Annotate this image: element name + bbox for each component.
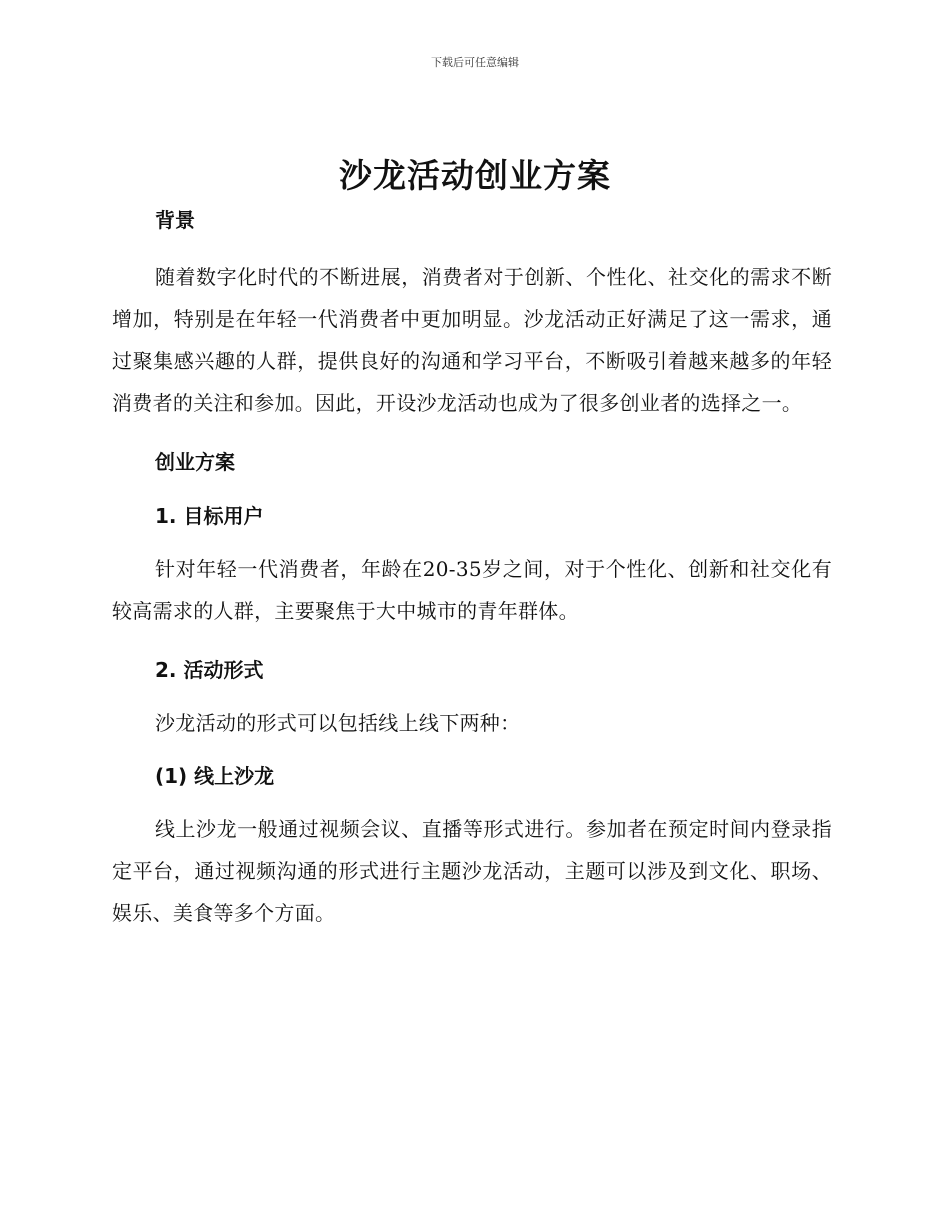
spacer xyxy=(112,744,832,760)
background-paragraph: 随着数字化时代的不断进展，消费者对于创新、个性化、社交化的需求不断增加，特别是在年轻一代消费者中更加明显。沙龙活动正好满足了这一需求，通过聚集感兴趣的人群，提供良好的沟通和学习平台，不断吸引着越来越多的年轻消费者的关注和参加。因此，开设沙龙活动也成为了很多创业者的选择之一。 xyxy=(112,265,832,415)
online-salon-paragraph: 线上沙龙一般通过视频会议、直播等形式进行。参加者在预定时间内登录指定平台，通过视频沟通的形式进行主题沙龙活动，主题可以涉及到文化、职场、娱乐、美食等多个方面。 xyxy=(112,817,832,925)
page-title: 沙龙活动创业方案 xyxy=(339,156,611,195)
section-heading-target-users: 1. 目标用户 xyxy=(155,504,264,528)
spacer xyxy=(112,478,832,500)
spacer xyxy=(112,632,832,654)
document-body xyxy=(112,204,832,934)
spacer xyxy=(112,792,832,808)
header-note: 下载后可任意编辑 xyxy=(431,56,519,69)
section-heading-background: 背景 xyxy=(155,208,195,232)
spacer xyxy=(112,236,832,256)
section-heading-activity-form: 2. 活动形式 xyxy=(155,658,264,682)
spacer xyxy=(112,532,832,548)
section-heading-plan: 创业方案 xyxy=(155,450,235,474)
spacer xyxy=(112,424,832,446)
activity-form-paragraph: 沙龙活动的形式可以包括线上线下两种： xyxy=(155,711,521,735)
target-users-paragraph: 针对年轻一代消费者，年龄在20-35岁之间，对于个性化、创新和社交化有较高需求的人群，主要聚焦于大中城市的青年群体。 xyxy=(112,557,832,623)
spacer xyxy=(112,686,832,702)
section-heading-online-salon: (1) 线上沙龙 xyxy=(155,764,275,788)
